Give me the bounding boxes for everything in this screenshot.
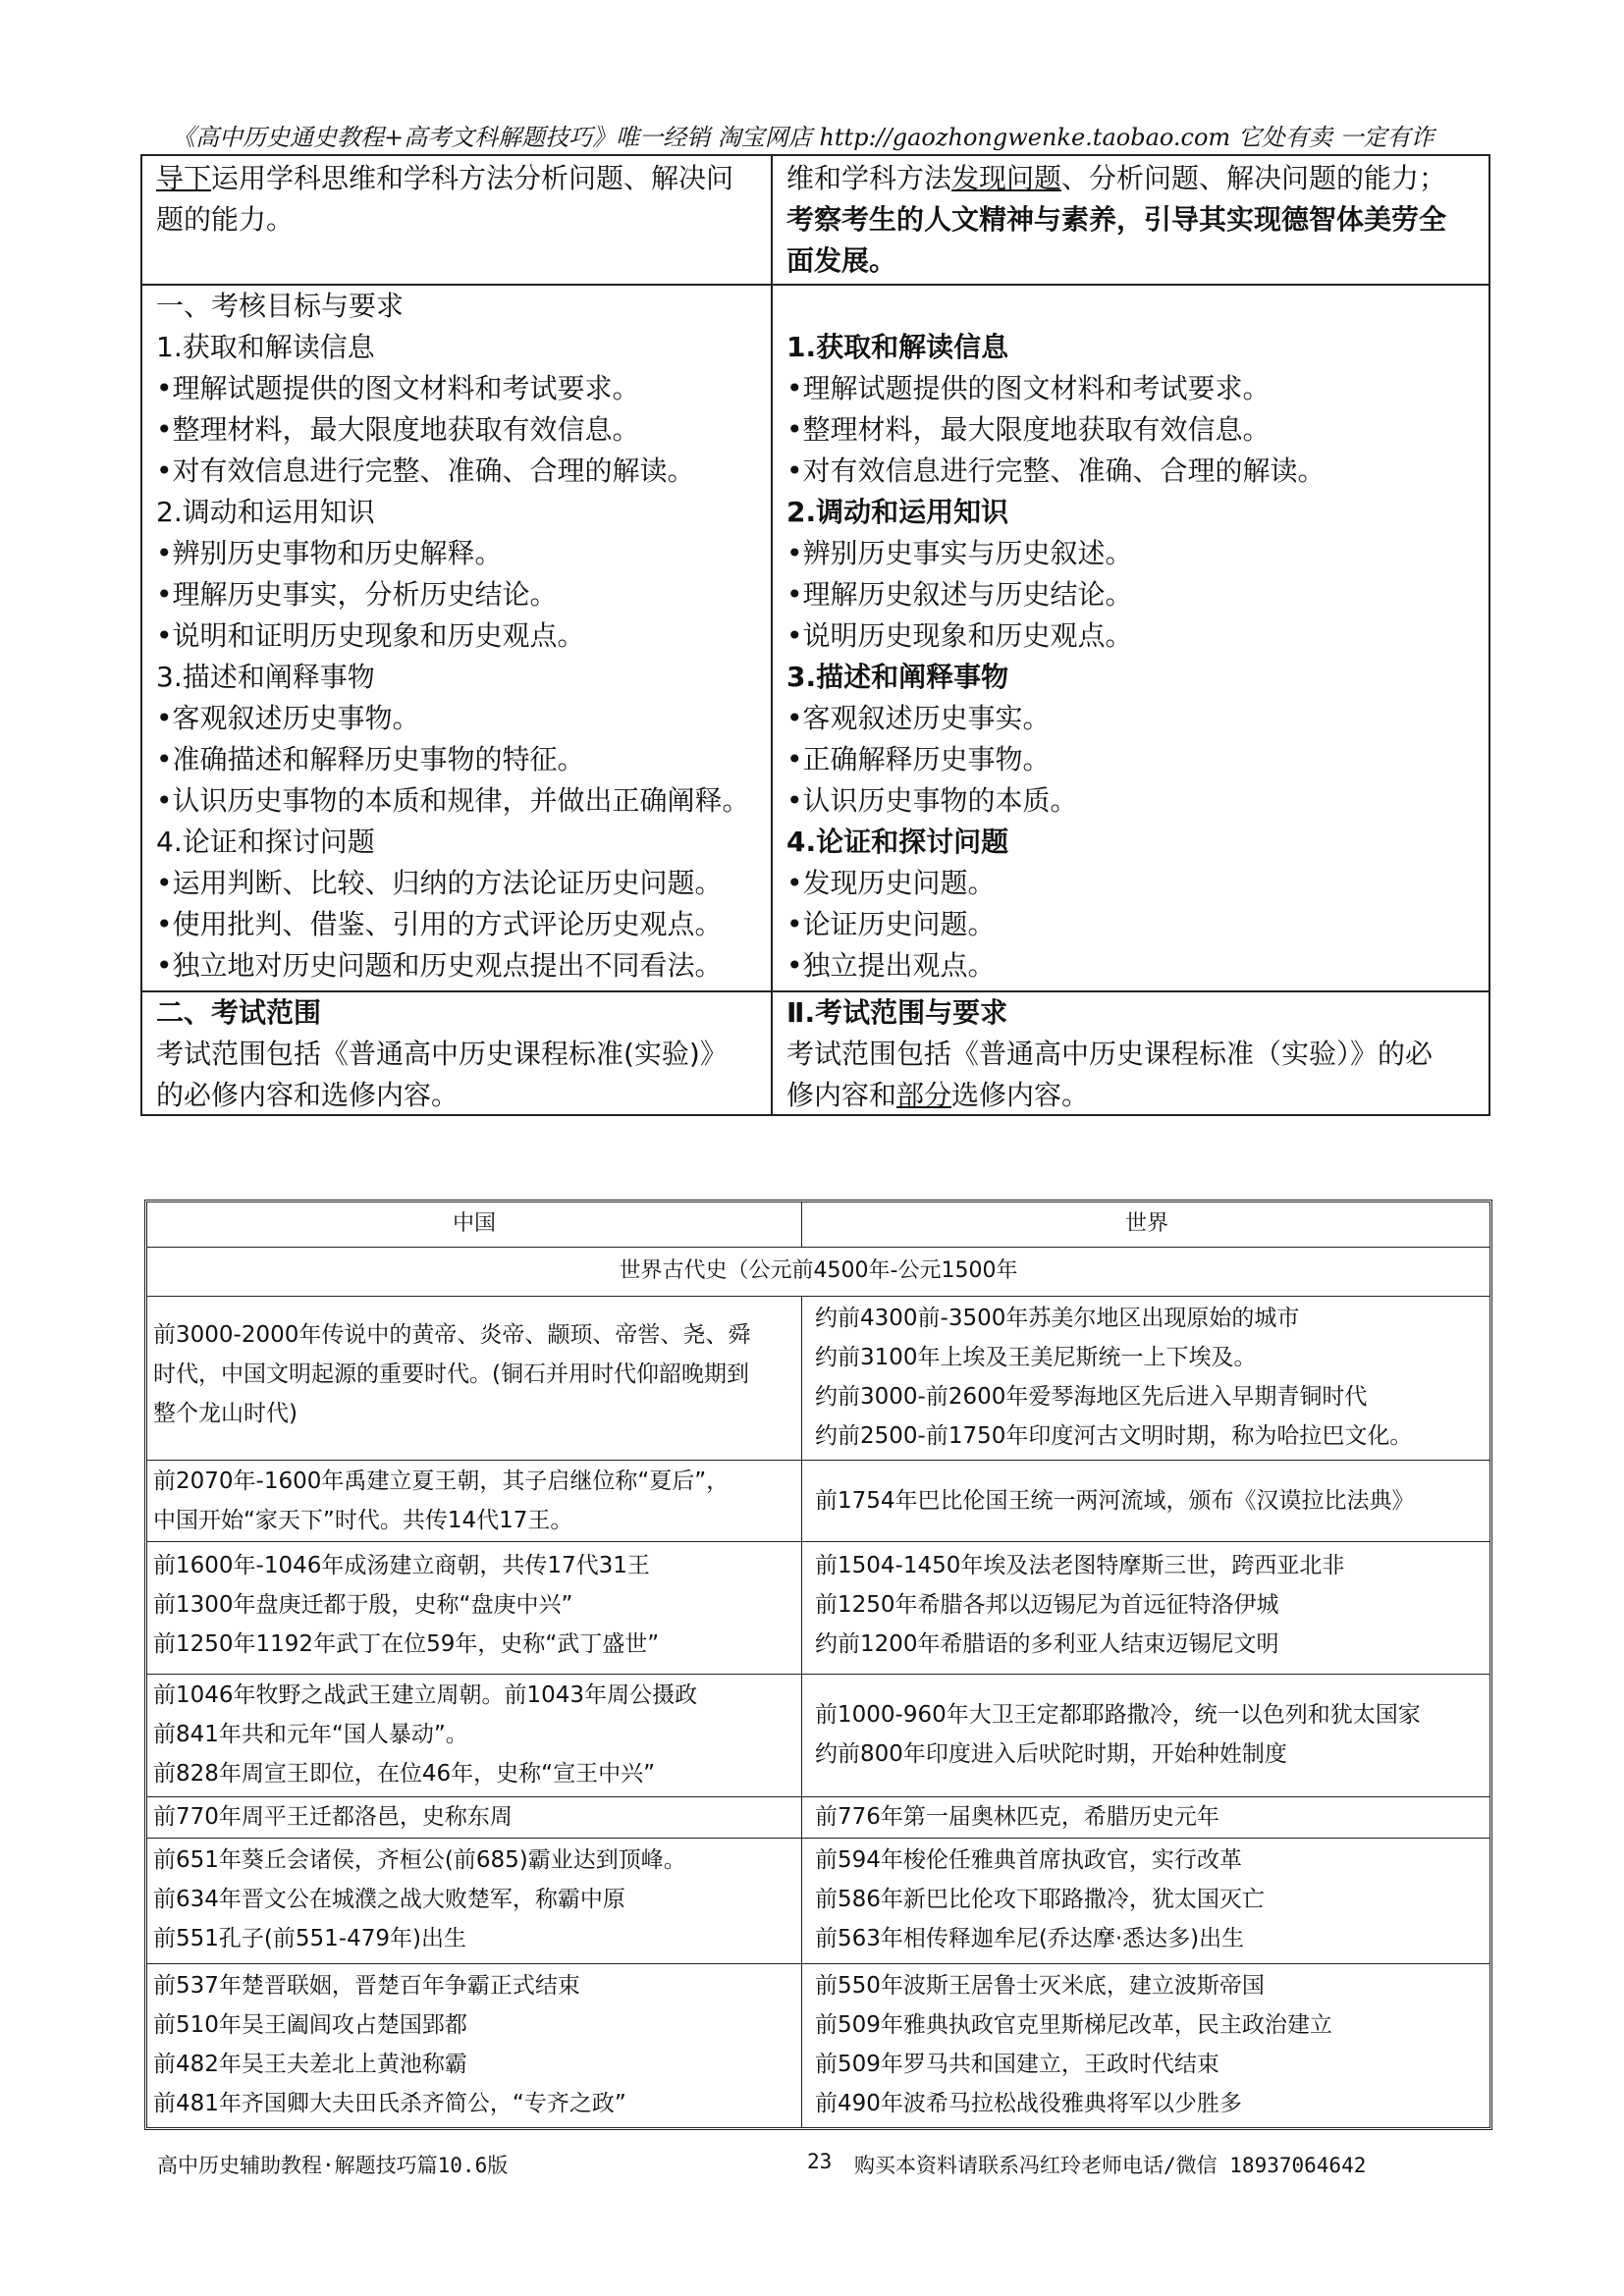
subheading: 1.获取和解读信息	[786, 331, 1009, 363]
row-divider	[147, 1296, 1489, 1297]
bullet-item: •辨别历史事物和历史解释。	[156, 537, 503, 569]
text: 运用学科思维和学科方法分析问题、解决问	[211, 162, 734, 194]
event-line: 前509年罗马共和国建立，王政时代结束	[815, 2052, 1219, 2077]
event-line: 前634年晋文公在城濮之战大败楚军，称霸中原	[153, 1887, 625, 1912]
underlined-text: 发现问题	[951, 162, 1062, 194]
china-entry	[153, 1546, 796, 1664]
world-entry	[815, 1841, 1483, 1958]
world-entry	[815, 1481, 1483, 1521]
syllabus-comparison-table	[140, 154, 1490, 1116]
event-line: 前770年周平王迁都洛邑，史称东周	[153, 1804, 513, 1830]
event-line: 前828年周宣王即位，在位46年，史称“宣王中兴”	[153, 1761, 655, 1787]
section-heading: 二、考试范围	[156, 996, 322, 1029]
bullet-item: •认识历史事物的本质和规律，并做出正确阐释。	[156, 784, 750, 817]
bullet-item: •正确解释历史事物。	[786, 743, 1051, 775]
event-line: 前509年雅典执政官克里斯梯尼改革，民主政治建立	[815, 2012, 1332, 2038]
event-line: 前1250年1192年武丁在位59年，史称“武丁盛世”	[153, 1631, 660, 1657]
event-line: 前841年共和元年“国人暴动”。	[153, 1722, 468, 1747]
text: 维和学科方法	[786, 162, 952, 194]
row1-left-cell	[156, 158, 755, 240]
bullet-item: •说明和证明历史现象和历史观点。	[156, 619, 585, 652]
bullet-item: •理解历史事实，分析历史结论。	[156, 578, 558, 611]
text: 、分析问题、解决问题的能力；	[1061, 162, 1447, 194]
text-line: 的必修内容和选修内容。	[156, 1079, 460, 1111]
column-header-world: 世界	[1124, 1211, 1168, 1236]
row-divider	[147, 1674, 1489, 1675]
event-line: 前586年新巴比伦攻下耶路撒冷，犹太国灭亡	[815, 1887, 1265, 1912]
subheading: 2.调动和运用知识	[786, 496, 1009, 528]
event-line: 前1250年希腊各邦以迈锡尼为首远征特洛伊城	[815, 1592, 1279, 1618]
event-line: 整个龙山时代)	[153, 1401, 298, 1426]
bullet-item: •发现历史问题。	[786, 867, 996, 899]
event-line: 前776年第一届奥林匹克，希腊历史元年	[815, 1804, 1219, 1830]
text: 选修内容。	[951, 1079, 1090, 1111]
event-line: 前2070年-1600年禹建立夏王朝，其子启继位称“夏后”，	[153, 1468, 730, 1494]
world-entry	[815, 1797, 1483, 1837]
section-heading: Ⅱ.考试范围与要求	[786, 996, 1008, 1029]
subheading: 1.获取和解读信息	[156, 331, 375, 363]
event-line: 前1000-960年大卫王定都耶路撒冷，统一以色列和犹太国家	[815, 1702, 1421, 1728]
bullet-item: •认识历史事物的本质。	[786, 784, 1078, 817]
event-line: 约前3000-前2600年爱琴海地区先后进入早期青铜时代	[815, 1384, 1368, 1410]
column-divider	[801, 1296, 802, 2127]
row-divider	[147, 1247, 1489, 1248]
bullet-item: •独立提出观点。	[786, 949, 996, 982]
event-line: 约前3100年上埃及王美尼斯统一上下埃及。	[815, 1345, 1257, 1370]
bullet-item: •辨别历史事实与历史叙述。	[786, 537, 1133, 569]
column-divider	[801, 1202, 802, 1247]
world-entry	[815, 1966, 1483, 2123]
bullet-item: •说明历史现象和历史观点。	[786, 619, 1133, 652]
section-heading: 一、考核目标与要求	[156, 290, 405, 322]
china-entry	[153, 1797, 796, 1837]
bullet-item: •理解试题提供的图文材料和考试要求。	[786, 372, 1271, 404]
exam-scope-right	[786, 992, 1479, 1116]
bullet-item: •理解试题提供的图文材料和考试要求。	[156, 372, 640, 404]
bullet-item: •论证历史问题。	[786, 908, 996, 940]
row-divider	[147, 1963, 1489, 1964]
period-heading: 世界古代史（公元前4500年-公元1500年	[619, 1258, 1018, 1283]
bullet-item: •准确描述和解释历史事物的特征。	[156, 743, 585, 775]
event-line: 约前1200年希腊语的多利亚人结束迈锡尼文明	[815, 1631, 1279, 1657]
china-entry	[153, 1841, 796, 1958]
event-line: 时代，中国文明起源的重要时代。(铜石并用时代仰韶晚期到	[153, 1362, 749, 1387]
subheading: 3.描述和阐释事物	[786, 661, 1009, 693]
column-header-china: 中国	[452, 1211, 496, 1236]
bullet-item: •整理材料，最大限度地获取有效信息。	[786, 413, 1271, 446]
bold-text-line: 面发展。	[786, 244, 897, 277]
assessment-goals-right	[786, 327, 1479, 987]
event-line: 前1504-1450年埃及法老图特摩斯三世，跨西亚北非	[815, 1553, 1345, 1578]
event-line: 约前4300前-3500年苏美尔地区出现原始的城市	[815, 1306, 1300, 1331]
event-line: 前1046年牧野之战武王建立周朝。前1043年周公摄政	[153, 1682, 698, 1708]
event-line: 前550年波斯王居鲁士灭米底，建立波斯帝国	[815, 1973, 1265, 1999]
text-line: 题的能力。	[156, 203, 295, 236]
footer-title: 高中历史辅助教程·解题技巧篇10.6版	[157, 2154, 509, 2177]
world-entry	[815, 1695, 1483, 1774]
event-line: 前490年波希马拉松战役雅典将军以少胜多	[815, 2091, 1242, 2116]
bullet-item: •独立地对历史问题和历史观点提出不同看法。	[156, 949, 723, 982]
world-entry	[815, 1299, 1483, 1456]
china-entry	[153, 1315, 796, 1433]
row1-right-cell	[786, 158, 1479, 282]
event-line: 约前800年印度进入后吠陀时期，开始种姓制度	[815, 1741, 1287, 1767]
page-header: 《高中历史通史教程+高考文科解题技巧》唯一经销 淘宝网店 http://gaozhongwenke.taobao.com 它处有卖 一定有诈	[172, 124, 1435, 151]
event-line: 约前2500-前1750年印度河古文明时期，称为哈拉巴文化。	[815, 1423, 1413, 1449]
bullet-item: •客观叙述历史事实。	[786, 702, 1051, 734]
event-line: 前1300年盘庚迁都于殷，史称“盘庚中兴”	[153, 1592, 573, 1618]
bullet-item: •对有效信息进行完整、准确、合理的解读。	[156, 454, 695, 487]
row-divider	[147, 1541, 1489, 1542]
world-entry	[815, 1546, 1483, 1664]
page-number: 23	[807, 2150, 833, 2173]
text-line: 考试范围包括《普通高中历史课程标准（实验）》的必	[786, 1038, 1434, 1070]
event-line: 前651年葵丘会诸侯，齐桓公(前685)霸业达到顶峰。	[153, 1847, 686, 1873]
text: 修内容和	[786, 1079, 897, 1111]
underlined-text: 导下	[156, 162, 212, 194]
event-line: 前551孔子(前551-479年)出生	[153, 1926, 466, 1951]
subheading: 4.论证和探讨问题	[156, 826, 375, 858]
history-timeline-table	[144, 1200, 1492, 2130]
underlined-text: 部分	[896, 1079, 952, 1111]
china-entry	[153, 1966, 796, 2123]
assessment-goals-left	[156, 286, 755, 987]
subheading: 4.论证和探讨问题	[786, 826, 1009, 858]
text-line: 考试范围包括《普通高中历史课程标准(实验)》	[156, 1038, 728, 1070]
bullet-item: •理解历史叙述与历史结论。	[786, 578, 1133, 611]
event-line: 中国开始“家天下”时代。共传14代17王。	[153, 1508, 573, 1533]
event-line: 前3000-2000年传说中的黄帝、炎帝、颛顼、帝喾、尧、舜	[153, 1322, 751, 1348]
bullet-item: •使用批判、借鉴、引用的方式评论历史观点。	[156, 908, 723, 940]
event-line: 前510年吴王阖闾攻占楚国郢都	[153, 2012, 467, 2038]
event-line: 前1600年-1046年成汤建立商朝，共传17代31王	[153, 1553, 650, 1578]
exam-scope-left	[156, 992, 755, 1116]
event-line: 前482年吴王夫差北上黄池称霸	[153, 2052, 467, 2077]
china-entry	[153, 1462, 796, 1540]
bullet-item: •客观叙述历史事物。	[156, 702, 420, 734]
bullet-item: •整理材料，最大限度地获取有效信息。	[156, 413, 640, 446]
bullet-item: •对有效信息进行完整、准确、合理的解读。	[786, 454, 1326, 487]
china-entry	[153, 1676, 796, 1793]
subheading: 2.调动和运用知识	[156, 496, 375, 528]
event-line: 前537年楚晋联姻，晋楚百年争霸正式结束	[153, 1973, 580, 1999]
bullet-item: •运用判断、比较、归纳的方法论证历史问题。	[156, 867, 723, 899]
row-divider	[147, 1460, 1489, 1461]
bold-text-line: 考察考生的人文精神与素养，引导其实现德智体美劳全	[786, 203, 1447, 236]
event-line: 前1754年巴比伦国王统一两河流域，颁布《汉谟拉比法典》	[815, 1488, 1415, 1514]
column-divider	[771, 156, 773, 1114]
event-line: 前594年梭伦任雅典首席执政官，实行改革	[815, 1847, 1242, 1873]
footer-contact: 购买本资料请联系冯红玲老师电话/微信 18937064642	[854, 2154, 1367, 2177]
event-line: 前481年齐国卿大夫田氏杀齐简公，“专齐之政”	[153, 2091, 626, 2116]
row-divider	[147, 1838, 1489, 1839]
event-line: 前563年相传释迦牟尼(乔达摩·悉达多)出生	[815, 1926, 1245, 1951]
subheading: 3.描述和阐释事物	[156, 661, 375, 693]
